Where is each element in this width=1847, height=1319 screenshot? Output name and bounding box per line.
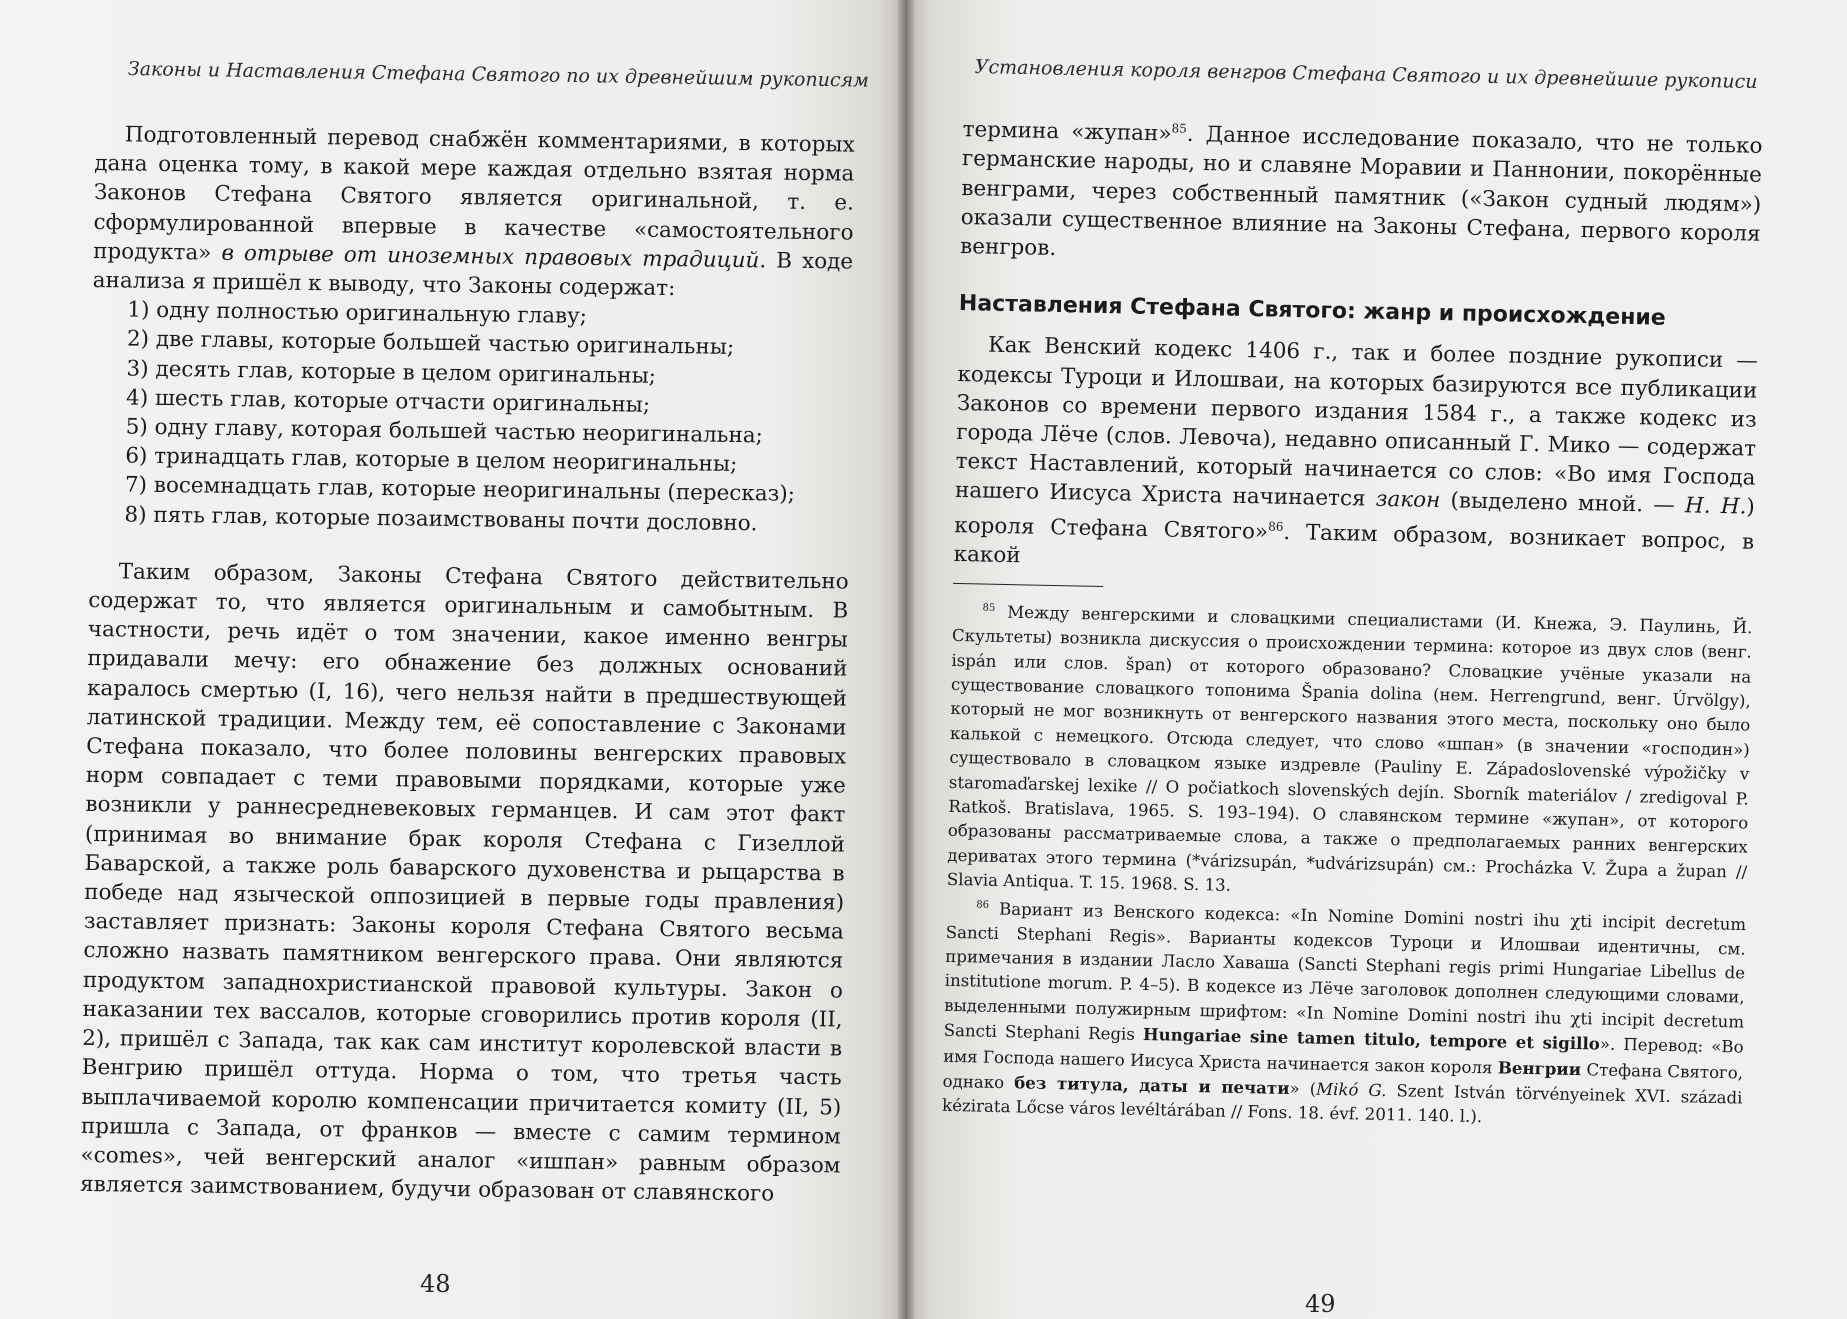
italic-text: в отрыве от иноземных правовых традиций xyxy=(221,240,760,274)
list-item: 5) одну главу, которая большей частью неоригинальна; xyxy=(125,414,764,449)
footnote-text: » ( xyxy=(1289,1078,1317,1099)
footnotes xyxy=(942,596,1753,1135)
section-heading: Наставления Стефана Святого: жанр и происхождение xyxy=(958,291,1666,331)
footnote-86 xyxy=(942,892,1747,1135)
book-gutter xyxy=(898,0,914,1319)
footnote-text: Между венгерскими и словацкими специалистами (И. Кнежа, Э. Паулинь, Й. Скультеты) возникла дискуссия о происхождении термина: которое из двух слов (венг. ispán или слов. špan) от которого образовано? Словацкие учёные указали на существование словацкого топонима Špania dolina (нем. Herrengrund, венг. Úrvölgy), который не мог возникнуть от венгерского названия этого места, поскольку оно было калькой с немецкого. Отсюда следует, что слово «шпан» (в значении «господин») существовало в словацком языке издревле (Pauliny E. Západoslovenské výpožičky v staromaďarskej lexike // O počiatkoch slovenských dejín. Sborník materiálov / zredigoval P. Ratkoš. Bratislava, 1965. S. 193–194). О славянском термине «жупан», от которого образованы рассматриваемые слова, а также о предполагаемых ранних венгерских дериватах этого термина (*várizsupán, *udvárizsupán) см.: Procházka V. Župa a župan // Slavia Antiqua. T. 15. 1968. S. 13. xyxy=(946,602,1753,895)
page-number-left: 48 xyxy=(420,1270,451,1298)
text-run: Подготовленный перевод снабжён комментариями, в которых дана оценка тому, в какой мере каждая отдельно взятая норма Законов Стефана Святого является оригинальной, т. е. сформулированной впервые в качестве «самостоятельного продукта» xyxy=(92,122,855,266)
text-run: (выделено мной. — xyxy=(1450,488,1676,519)
paragraph xyxy=(953,330,1758,585)
text-run: . Таким образом, возникает вопрос, в какой xyxy=(953,519,1755,569)
footnote-85 xyxy=(947,596,1753,909)
footnote-number: 86 xyxy=(976,899,990,911)
footnote-number: 85 xyxy=(982,602,996,614)
list-item: 8) пять глав, которые позаимствованы почти дословно. xyxy=(124,502,758,536)
page-number-right: 49 xyxy=(1305,1290,1336,1318)
list-item: 3) десять глав, которые в целом оригинальны; xyxy=(126,356,657,389)
right-body-text xyxy=(942,110,1763,1135)
text-run: . В ходе анализа я пришёл к выводу, что Законы содержат: xyxy=(92,248,854,302)
text-run: термина «жупан» xyxy=(962,117,1172,147)
paragraph xyxy=(960,110,1763,278)
left-body-text xyxy=(80,120,855,1210)
text-run: Как Венский кодекс 1406 г., так и более поздние рукописи — кодексы Туроци и Илошваи, на которых базируются все публикации Законов со времени первого издания 1584 г., а также кодекс из города Лёче (слов. Левоча), недавно описанный Г. Мико — содержат текст Наставлений, который начинается со слов: «Во имя Господа нашего Иисуса Христа начинается xyxy=(954,332,1759,512)
italic-text: закон xyxy=(1375,487,1441,514)
running-head-left: Законы и Наставления Стефана Святого по их древнейшим рукописям xyxy=(127,58,870,92)
list-item: 1) одну полностью оригинальную главу; xyxy=(127,297,588,330)
bold-text: Hungariae sine tamen titulo, tempore et sigillo xyxy=(1142,1024,1601,1054)
bold-text: без титула, даты и печати xyxy=(1014,1072,1290,1098)
footnote-ref: 86 xyxy=(1268,519,1284,534)
list-item: 7) восемнадцать глав, которые неоригинальны (пересказ); xyxy=(124,472,796,508)
footnote-text: ». Перевод: «Во имя Господа нашего Иисуса Христа начинается закон короля xyxy=(942,1034,1744,1077)
findings-list xyxy=(89,295,852,539)
list-item: 4) шесть глав, которые отчасти оригинальны; xyxy=(125,385,651,418)
paragraph: Таким образом, Законы Стефана Святого действительно содержат то, что является оригинальным и самобытным. В частности, речь идёт о том значении, какое именно венгры придавали мечу: его обнажение без должных оснований каралось смертью (I, 16), чего нельзя найти в предшествующей латинской традиции. Между тем, её сопоставление с Законами Стефана показало, что более половины венгерских правовых норм совпадает с теми правовыми порядками, которые уже возникли у раннесредневековых германцев. И сам этот факт (принимая во внимание брак короля Стефана с Гизеллой Баварской, а также роль баварского духовенства и рыцарства в победе над языческой оппозицией в первые годы правления) заставляет признать: Законы короля Стефана Святого весьма сложно назвать памятником венгерского права. Они являются продуктом западнохристианской правовой культуры. Закон о наказании тех вассалов, которые сговорились против короля (II, 2), пришёл с Запада, так как сам институт королевской власти в Венгрию пришёл оттуда. Норма о том, что третья часть выплачиваемой королю компенсации причитается комиту (II, 5) пришла с Запада, от франков — вместе с самим термином «comes», чей венгерский аналог «ишпан» равным образом является заимствованием, будучи образован от славянского xyxy=(79,559,849,1207)
paragraph xyxy=(93,120,855,306)
italic-text: Mikó G. xyxy=(1315,1079,1387,1101)
right-page xyxy=(905,0,1847,1319)
footnote-text: Вариант из Венского кодекса: «In Nomine Domini nostri ihu χti incipit decretum Sancti Stephani Regis». Варианты кодексов Туроци и Илошваи идентичны, см. примечания в издании Ласло Хаваша (Sancti Stephani regis primi Hungariae Libellus de institutione morum. P. 4–5). В кодексе из Лёче заголовок дополнен следующими словами, выделенными полужирным шрифтом: «In Nomine Domini nostri ihu χti incipit decretum Sancti Stephani Regis xyxy=(943,899,1747,1044)
list-item: 2) две главы, которые большей частью оригинальны; xyxy=(126,326,735,361)
text-run: . Данное исследование показало, что не только германские народы, но и славяне Моравии и Паннонии, покорённые венграми, через собственный памятник («Закон судный людям») оказали существенное влияние на Законы Стефана, первого короля венгров. xyxy=(959,121,1763,261)
footnote-text: Стефана Святого, однако xyxy=(942,1059,1744,1093)
left-page xyxy=(0,0,905,1319)
text-run: ) короля Стефана Святого» xyxy=(954,494,1756,545)
italic-text: Н. Н. xyxy=(1684,493,1747,520)
bold-text: Венгрии xyxy=(1497,1056,1582,1079)
footnote-ref: 85 xyxy=(1171,121,1188,136)
list-item: 6) тринадцать глав, которые в целом неоригинальны; xyxy=(125,443,738,478)
running-head-right: Установления короля венгров Стефана Святого и их древнейшие рукописи xyxy=(974,56,1758,94)
footnote-rule xyxy=(953,583,1103,587)
footnote-text: Szent István törvényeinek XVI. századi kézirata Lőcse város levéltárában // Fons. 18. évf. 2011. 140. l.). xyxy=(941,1081,1743,1127)
